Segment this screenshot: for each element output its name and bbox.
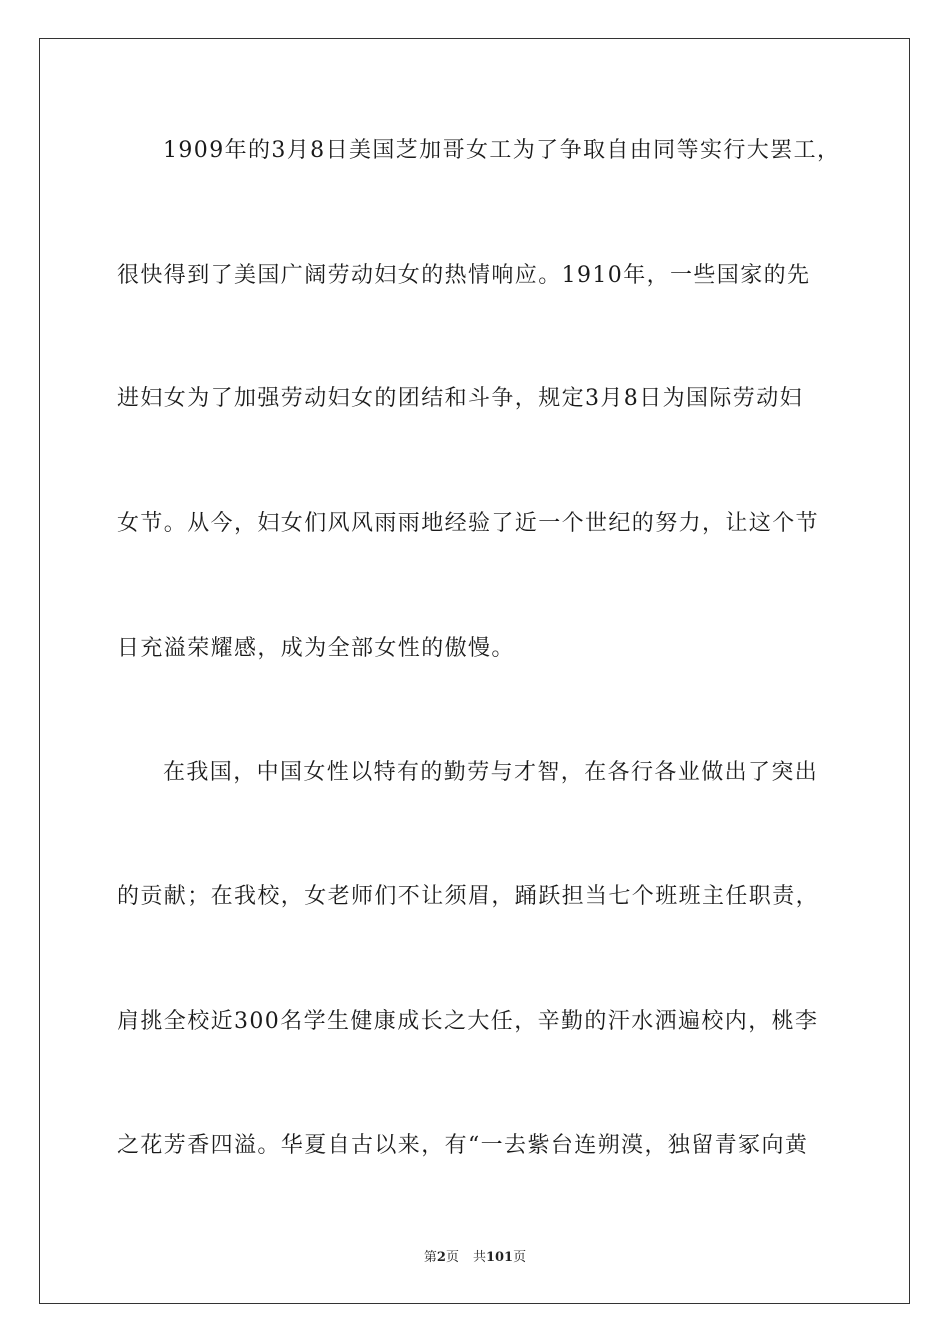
page-border (39, 38, 910, 1304)
page-suffix: 页 (445, 1250, 459, 1265)
paragraph-1-line-3: 进妇女为了加强劳动妇女的团结和斗争，规定3月8日为国际劳动妇 (117, 386, 803, 411)
paragraph-1-line-4: 女节。从今，妇女们风风雨雨地经验了近一个世纪的努力，让这个节 (117, 511, 820, 536)
paragraph-1-line-1: 1909年的3月8日美国芝加哥女工为了争取自由同等实行大罢工， (163, 138, 841, 163)
paragraph-2-line-2: 的贡献；在我校，女老师们不让须眉，踊跃担当七个班班主任职责， (117, 884, 820, 909)
page-footer (0, 1246, 950, 1265)
paragraph-2-line-4: 之花芳香四溢。华夏自古以来，有“一去紫台连朔漠，独留青冢向黄 (117, 1133, 809, 1158)
page-number: 2 (436, 1250, 446, 1265)
total-prefix: 共 (472, 1250, 486, 1265)
total-suffix: 页 (513, 1250, 527, 1265)
page-prefix: 第 (423, 1250, 437, 1265)
paragraph-1-line-5: 日充溢荣耀感，成为全部女性的傲慢。 (117, 636, 515, 661)
paragraph-1-line-2: 很快得到了美国广阔劳动妇女的热情响应。1910年，一些国家的先 (117, 263, 811, 288)
paragraph-2-line-3: 肩挑全校近300名学生健康成长之大任，辛勤的汗水洒遍校内，桃李 (117, 1009, 819, 1034)
paragraph-2-line-1: 在我国，中国女性以特有的勤劳与才智，在各行各业做出了突出 (163, 760, 819, 785)
total-pages: 101 (485, 1250, 514, 1265)
